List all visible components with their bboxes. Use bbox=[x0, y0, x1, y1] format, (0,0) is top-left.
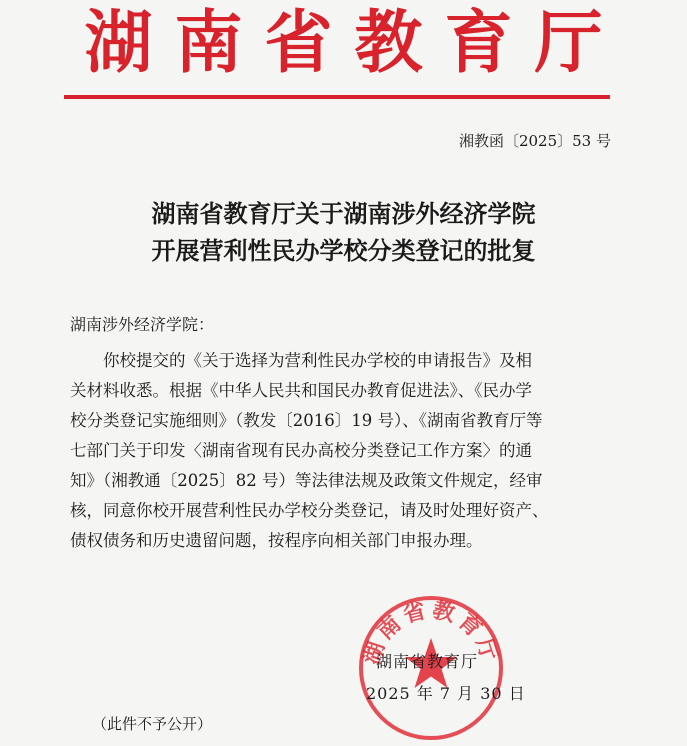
red-divider-line bbox=[64, 95, 610, 99]
document-number: 湘教函〔2025〕53 号 bbox=[458, 132, 611, 150]
body-line: 你校提交的《关于选择为营利性民办学校的申请报告》及相 bbox=[103, 351, 532, 370]
signature-organization: 湖南省教育厅 bbox=[376, 652, 479, 671]
body-line: 债权债务和历史遗留问题，按程序向相关部门申报办理。 bbox=[70, 531, 483, 550]
seal-arc-text: 湖南省教育厅 bbox=[359, 597, 503, 668]
title-line: 湖南省教育厅关于湖南涉外经济学院 bbox=[151, 200, 536, 228]
title-line: 开展营利性民办学校分类登记的批复 bbox=[151, 237, 536, 265]
body-line: 校分类登记实施细则》（教发〔2016〕19 号）、《湖南省教育厅等 bbox=[70, 411, 543, 430]
salutation: 湖南涉外经济学院： bbox=[70, 315, 215, 334]
body-line: 七部门关于印发〈湖南省现有民办高校分类登记工作方案〉的通 bbox=[70, 441, 532, 460]
disclosure-note: （此件不予公开） bbox=[92, 715, 213, 733]
document-title bbox=[0, 196, 687, 270]
signature-date: 2025 年 7 月 30 日 bbox=[366, 684, 526, 703]
body-line: 关材料收悉。根据《中华人民共和国民办教育促进法》、《民办学 bbox=[70, 381, 532, 400]
issuer-masthead: 湖南省教育厅 bbox=[84, 4, 625, 83]
body-line: 知》（湘教通〔2025〕82 号）等法律法规及政策文件规定，经审 bbox=[70, 471, 543, 490]
body-text bbox=[70, 346, 611, 556]
body-line: 核，同意你校开展营利性民办学校分类登记，请及时处理好资产、 bbox=[70, 501, 549, 520]
